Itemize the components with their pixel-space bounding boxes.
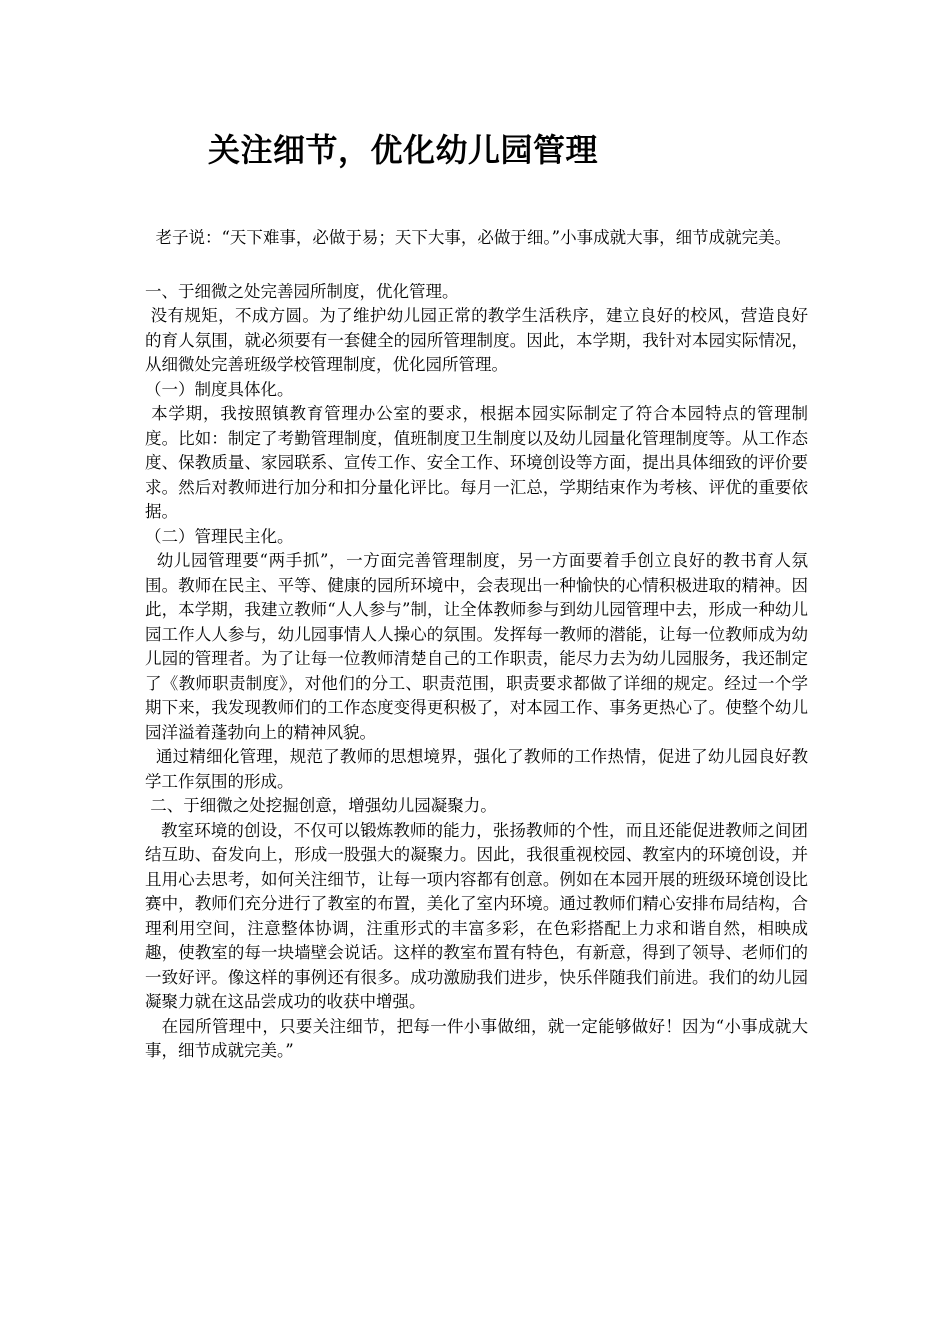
document-body [145, 226, 808, 1064]
page-title: 关注细节，优化幼儿园管理 [208, 131, 599, 169]
paragraph-gap [145, 251, 808, 276]
section-heading-1: 一、于细微之处完善园所制度，优化管理。 [145, 281, 459, 301]
subsection-1-paragraph: 本学期，我按照镇教育管理办公室的要求，根据本园实际制定了符合本园特点的管理制度。比如：制定了考勤管理制度，值班制度卫生制度以及幼儿园量化管理制度等。从工作态度、保教质量、家园联系、宣传工作、安全工作、环境创设等方面，提出具体细致的评价要求。然后对教师进行加分和扣分量化评比。每月一汇总，学期结束作为考核、评优的重要依据。 [145, 404, 809, 521]
subsection-2-paragraph: 幼儿园管理要“两手抓”，一方面完善管理制度，另一方面要着手创立良好的教书育人氛围。教师在民主、平等、健康的园所环境中，会表现出一种愉快的心情积极进取的精神。因此，本学期，我建立教师“人人参与”制，让全体教师参与到幼儿园管理中去，形成一种幼儿园工作人人参与，幼儿园事情人人操心的氛围。发挥每一教师的潜能，让每一位教师成为幼儿园的管理者。为了让每一位教师清楚自己的工作职责，能尽力去为幼儿园服务，我还制定了《教师职责制度》，对他们的分工、职责范围，职责要求都做了详细的规定。经过一个学期下来，我发现教师们的工作态度变得更积极了，对本园工作、事务更热心了。使整个幼儿园洋溢着蓬勃向上的精神风貌。 [145, 551, 808, 742]
subsection-heading-1: （一）制度具体化。 [145, 379, 294, 399]
intro-paragraph: 老子说：“天下难事，必做于易；天下大事，必做于细。”小事成就大事，细节成就完美。 [145, 228, 792, 247]
summary-paragraph: 通过精细化管理，规范了教师的思想境界，强化了教师的工作热情，促进了幼儿园良好教学工作氛围的形成。 [145, 747, 809, 791]
section-1-paragraph: 没有规矩，不成方圆。为了维护幼儿园正常的教学生活秩序，建立良好的校风，营造良好的育人氛围，就必须要有一套健全的园所管理制度。因此，本学期，我针对本园实际情况，从细微处完善班级学校管理制度，优化园所管理。 [145, 306, 809, 374]
conclusion-paragraph: 在园所管理中，只要关注细节，把每一件小事做细，就一定能够做好！因为“小事成就大事，细节成就完美。” [145, 1016, 808, 1060]
subsection-heading-2: （二）管理民主化。 [145, 526, 294, 546]
section-heading-2: 二、于细微之处挖掘创意，增强幼儿园凝聚力。 [145, 796, 497, 815]
section-2-paragraph: 教室环境的创设，不仅可以锻炼教师的能力，张扬教师的个性，而且还能促进教师之间团结互助、奋发向上，形成一股强大的凝聚力。因此，我很重视校园、教室内的环境创设，并且用心去思考，如何关注细节，让每一项内容都有创意。例如在本园开展的班级环境创设比赛中，教师们充分进行了教室的布置，美化了室内环境。通过教师们精心安排布局结构，合理利用空间，注意整体协调，注重形式的丰富多彩，在色彩搭配上力求和谐自然，相映成趣，使教室的每一块墙壁会说话。这样的教室布置有特色，有新意，得到了领导、老师们的一致好评。像这样的事例还有很多。成功激励我们进步，快乐伴随我们前进。我们的幼儿园凝聚力就在这品尝成功的收获中增强。 [145, 820, 808, 1011]
